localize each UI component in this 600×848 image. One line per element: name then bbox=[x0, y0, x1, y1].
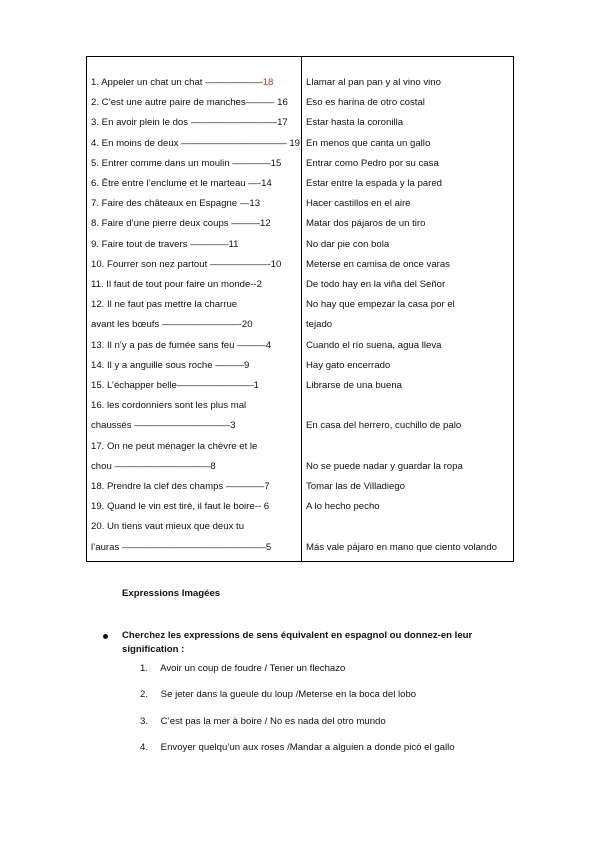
french-expression bbox=[91, 178, 272, 190]
spanish-expression: Tomar las de Villadiego bbox=[306, 481, 406, 492]
list-item bbox=[140, 689, 416, 700]
french-expression-text: 5. Entrer comme dans un moulin ————15 bbox=[91, 157, 282, 169]
list-item bbox=[140, 716, 386, 727]
french-expression bbox=[91, 521, 244, 533]
french-expression bbox=[91, 198, 260, 210]
spanish-expression: Hacer castillos en el aire bbox=[306, 198, 411, 210]
french-expression bbox=[91, 117, 288, 129]
french-expression-text: 20. Un tiens vaut mieux que deux tu bbox=[91, 521, 245, 533]
french-expression bbox=[91, 501, 269, 513]
spanish-expression: Eso es harina de otro costal bbox=[306, 97, 425, 109]
spanish-expression: Más vale pájaro en mano que ciento volando bbox=[306, 541, 497, 553]
french-expression-text: 13. Il n’y a pas de fumée sans feu ———4 bbox=[91, 339, 272, 351]
list-item-number: 2. bbox=[140, 689, 149, 700]
french-expression-text: 15. L’échapper belle————————1 bbox=[91, 380, 259, 391]
french-expression bbox=[91, 461, 216, 473]
spanish-expression: Entrar como Pedro por su casa bbox=[306, 157, 439, 169]
french-expression bbox=[91, 542, 271, 554]
spanish-expression: En casa del herrero, cuchillo de palo bbox=[306, 420, 462, 432]
french-expression bbox=[91, 77, 273, 89]
french-expression-text: 6. Être entre l’enclume et le marteau —-14 bbox=[91, 178, 272, 189]
french-expression-text: 16. les cordonniers sont les plus mal bbox=[91, 400, 247, 412]
french-expression-text: avant les bœufs ————————-20 bbox=[91, 319, 253, 331]
spanish-expression: Meterse en camisa de once varas bbox=[306, 258, 450, 270]
list-item-number: 3. bbox=[140, 716, 149, 727]
french-expression-text: chou ——————————8 bbox=[91, 460, 216, 472]
list-item bbox=[140, 742, 455, 753]
french-expression bbox=[91, 97, 288, 109]
french-expression-text: 3. En avoir plein le dos —————————17 bbox=[91, 117, 288, 129]
french-expression bbox=[91, 420, 235, 432]
french-expression bbox=[91, 400, 246, 412]
column-divider bbox=[301, 57, 302, 561]
french-expression-text: 4. En moins de deux ——————————— 19 bbox=[91, 137, 300, 149]
french-expression-text: 1. Appeler un chat un chat —————— bbox=[91, 77, 263, 88]
french-expression bbox=[91, 380, 259, 392]
french-expression-text: 18. Prendre la clef des champs ————7 bbox=[91, 481, 270, 492]
spanish-expression: Hay gato encerrado bbox=[306, 359, 391, 371]
list-item bbox=[140, 663, 345, 674]
french-expression bbox=[91, 259, 281, 271]
spanish-expression: Estar hasta la coronilla bbox=[306, 117, 404, 129]
spanish-expression: No dar pie con bola bbox=[306, 238, 390, 250]
french-expression bbox=[91, 441, 257, 453]
list-item-text: Envoyer quelqu’un aux roses /Mandar a alguien a donde picó el gallo bbox=[160, 742, 455, 753]
french-expression-text: 17. On ne peut ménager la chèvre et le bbox=[91, 440, 258, 452]
french-expression-text: 11. Il faut de tout pour faire un monde--2 bbox=[91, 279, 263, 290]
spanish-expression: No hay que empezar la casa por el bbox=[306, 299, 455, 311]
french-expression-text: 10. Fourrer son nez partout ——————-10 bbox=[91, 258, 282, 270]
list-item-text: Se jeter dans la gueule du loup /Meterse en la boca del lobo bbox=[160, 689, 417, 700]
french-expression bbox=[91, 158, 281, 170]
expressions-table bbox=[86, 56, 514, 562]
french-expression-text: 9. Faire tout de travers ————11 bbox=[91, 238, 239, 250]
list-item-text: C’est pas la mer à boire / No es nada del otro mundo bbox=[160, 716, 386, 727]
spanish-expression: A lo hecho pecho bbox=[306, 501, 380, 513]
spanish-expression: Estar entre la espada y la pared bbox=[306, 178, 442, 189]
spanish-expression: Llamar al pan pan y al vino vino bbox=[306, 77, 441, 88]
french-expression bbox=[91, 279, 262, 291]
spanish-expression: No se puede nadar y guardar la ropa bbox=[306, 460, 463, 472]
spanish-expression: Matar dos pájaros de un tiro bbox=[306, 218, 426, 230]
spanish-expression: De todo hay en la viña del Señor bbox=[306, 279, 446, 290]
french-expression-text: 7. Faire des châteaux en Espagne —13 bbox=[91, 198, 261, 210]
french-expression-text: 19. Quand le vin est tiré, il faut le boire-- 6 bbox=[91, 501, 270, 513]
french-expression bbox=[91, 138, 300, 150]
french-expression bbox=[91, 218, 271, 230]
french-expression bbox=[91, 360, 249, 372]
spanish-expression: En menos que canta un gallo bbox=[306, 137, 431, 149]
spanish-expression: Librarse de una buena bbox=[306, 380, 403, 391]
french-expression bbox=[91, 319, 253, 331]
french-expression-text: 2. C’est une autre paire de manches——— 16 bbox=[91, 97, 288, 109]
list-item-number: 4. bbox=[140, 742, 149, 753]
spanish-expression: Cuando el río suena, agua lleva bbox=[306, 339, 442, 351]
french-expression bbox=[91, 299, 237, 311]
french-expression bbox=[91, 239, 239, 251]
french-expression bbox=[91, 481, 270, 493]
bullet-icon bbox=[103, 634, 108, 639]
french-expression bbox=[91, 340, 271, 352]
list-item-text: Avoir un coup de foudre / Tener un flechazo bbox=[160, 663, 346, 674]
list-item-number: 1. bbox=[140, 663, 149, 674]
french-expression-text: 8. Faire d’une pierre deux coups ———12 bbox=[91, 218, 271, 230]
french-expression-text: 14. Il y a anguille sous roche ———9 bbox=[91, 359, 250, 371]
match-number: 18 bbox=[262, 77, 274, 88]
french-expression-text: l’auras ———————————————5 bbox=[91, 541, 272, 553]
instruction-text: Cherchez les expressions de sens équivalent en espagnol ou donnez-en leur signification : bbox=[122, 630, 473, 655]
section-heading: Expressions Imagées bbox=[122, 588, 221, 599]
spanish-expression: tejado bbox=[306, 319, 333, 331]
french-expression-text: 12. Il ne faut pas mettre la charrue bbox=[91, 299, 238, 311]
french-expression-text: chaussés ——————————3 bbox=[91, 420, 236, 432]
